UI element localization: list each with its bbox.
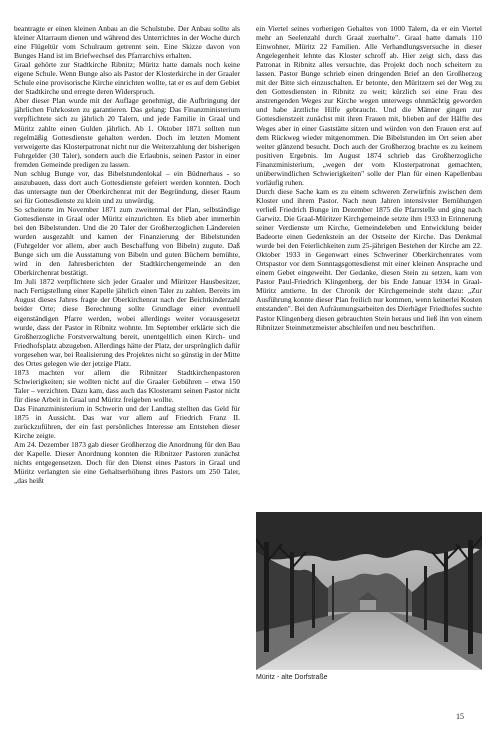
paragraph: ein Viertel seines vorherigen Gehaltes von 1000 Talern, da er ein Viertel mehr an Seelenzahl durch Graal zuerhalte". Graal hatte damals 110 Einwohner, Müritz 22 Familien. Alle Verhandlungsversuche in dieser Angelegenheit lehnte das Kloster schroff ab. Hier zeigt sich, dass das Patronat in Ribnitz alles versuchte, das Projekt doch noch scheitern zu lassen. Pastor Bunge schrieb einen dringenden Brief an den Großherzog mit der Bitte sich einzuschalten. Er betonte, den Müritzern sei der Weg zu den Gottesdiensten in Ribnitz zu weit; kürzlich sei eine Frau des anstrengenden Weges zur Kirche wegen unterwegs ohnmächtig geworden und habe ärztliche Hilfe gebraucht. Und die Männer gingen zur Gottesdienstzeit zunächst mit ihren Frauen mit, blieben auf der Hälfte des Weges aber in einer Gaststätte sitzen und würden von den Frauen erst auf dem Rückweg wieder mitgenommen. Die Bibelstunden im Ort seien aber weiter glänzend besucht. Doch auch der Großherzog brachte es zu keinem positiven Ergebnis. Im August 1874 schrieb das Großherzogliche Finanzministerium, „wegen der vom Klosterpatronat gemachten, unüberwindlichen Schwierigkeiten" solle der Plan für einen Kapellenbau vorläufig ruhen. [256,24,482,187]
paragraph: Das Finanzministerium in Schwerin und der Landtag stellten das Geld für 1875 in Aussicht. Das war vor allem auf Friedrich Franz II. zurückzuführen, der ein fast persönliches Interesse am Entstehen dieser Kirche zeigte. [14,403,240,441]
village-street-photo [256,512,482,670]
paragraph: Nun schlug Bunge vor, das Bibelstundenlokal – ein Büdnerhaus - so auszubauen, dass dort auch Gottesdienste gefeiert werden konnten. Doch das untersagte nun der Oberkirchenrat mit der Begründung, dieser Raum sei für Gottesdienste zu klein und zu unwürdig. [14,168,240,205]
paragraph: Durch diese Sache kam es zu einem schweren Zerwürfnis zwischen dem Kloster und ihrem Pastor. Nach neun Jahren intensivster Bemühungen verließ Friedrich Bunge im Dezember 1875 die Pfarrstelle und ging nach Garwitz. Die Graal-Müritzer Kirchgemeinde setzte ihm 1933 in Erinnerung seiner Verdienste um Kirche, Gemeindeleben und Entwicklung beider Badeorte einen Gedenkstein an der Ostseite der Kirche. Das Denkmal wurde bei den Feierlichkeiten zum 25-jährigen Bestehen der Kirche am 22. Oktober 1933 in Gegenwart eines Schweriner Oberkirchenrates vom Ortspastor vor dem Sonntagsgottesdienst mit einer kleinen Ansprache und einem Gebet eingeweiht. Der Gedanke, diesen Stein zu setzen, kam von Pastor Paul-Friedrich Klingenberg, der bis Ende Januar 1934 in Graal-Müritz amtierte. In der Chronik der Kirchgemeinde steht dazu: „Zur Ausführung konnte dieser Plan freilich nur kommen, wenn keinerlei Kosten entstanden". Bei den Aufräumungsarbeiten des Dierhäger Friedhofes suchte Pastor Klingenberg diesen gebrauchten Stein heraus und ließ ihn von einem Ribnitzer Steinmetzmeister abschleifen und neu beschriften. [256,186,482,332]
page-number: 15 [456,712,464,721]
village-street-photo-drawing [256,512,482,670]
text-column-right [256,24,482,332]
paragraph: Am 24. Dezember 1873 gab dieser Großherzog die Anordnung für den Bau der Kapelle. Dieser Anordnung konnten die Ribnitzer Pastoren zunächst nichts entgegensetzen. Doch für den Dienst eines Pastors in Graal und Müritz verlangten sie eine Gehaltserhöhung ihres Pastors um 250 Taler, „das heißt [14,440,240,486]
paragraph: Aber dieser Plan wurde mit der Auflage genehmigt, die Aufbringung der jährlichen Fuhrkosten zu garantieren. Das gelang: Das Finanzministerium verpflichtete sich zu jährlich 20 Talern, und jede Familie in Graal und Müritz zahlte einen Gulden jährlich. Ab 1. Oktober 1871 sollten nun regelmäßig Gottesdienste gehalten werden. Doch im letzten Moment verweigerte das Klosterpatronat nicht nur die Weiterzahlung der bisherigen Fuhrgelder (30 Taler), sondern auch die Erlaubnis, seinen Pastor in einer fremden Gemeinde predigen zu lassen. [14,96,240,169]
photo-caption: Müritz - alte Dorfstraße [256,674,328,681]
paragraph: Graal gehörte zur Stadtkirche Ribnitz; Müritz hatte damals noch keine eigene Schule. Wenn Bunge also als Pastor der Klosterkirche in der Graaler Schule eine provisorische Kirche einrichten wollte, tat er es auf dem Gebiet der Stadtkirche und erregte deren Widerspruch. [14,60,240,97]
paragraph: 1873 machten vor allem die Ribnitzer Stadtkirchenpastoren Schwierigkeiten; sie wollten nicht auf die Graaler Gebühren – etwa 150 Taler – verzichten. Dazu kam, dass auch das Klosteramt seinen Pastor nicht für diese Arbeit in Graal und Müritz freigeben wollte. [14,367,240,404]
text-column-left [14,24,240,485]
paragraph: Im Juli 1872 verpflichtete sich jeder Graaler und Müritzer Hausbesitzer, nach Fertigstellung einer Kapelle jährlich einen Taler zu zahlen. Bereits im August dieses Jahres fragte der Oberkirchenrat nach der Beichtkinderzahl beider Orte; diese Berechnung sollte Grundlage einer eventuell eigenständigen Pfarre werden, wobei allerdings weiter vorausgesetzt wurde, dass der Pastor in Ribnitz wohnte. Im September erklärte sich die Großherzogliche Forstverwaltung bereit, unentgeltlich einen Kirch- und Friedhofsplatz abzugeben. Allerdings hätte der Platz, der ursprünglich dafür vorgesehen war, bei Realisierung des Projektes nicht so günstig in der Mitte des Ortes gelegen wie der jetzige Platz. [14,277,240,368]
paragraph: So scheiterte im November 1871 zum zweitenmal der Plan, selbständige Gottesdienste in Graal oder Müritz einzurichten. Es blieb aber immerhin bei den Bibelstunden. Und die 20 Taler der Großherzoglichen Ländereien wurden ausgezahlt und kamen der Finanzierung der Bibelstunden (Fuhrgelder vor allem, aber auch Beschaffung von Bibeln) zugute. Daß Bunge sich um die Ausstattung von Bibeln und guten Büchern bemühte, wird in den Jahresberichten der Stadtkirchengemeinde an den Oberkirchenrat bestätigt. [14,204,240,278]
paragraph: beantragte er einen kleinen Anbau an die Schulstube. Der Anbau sollte als kleiner Altarraum dienen und während des Unterrichtes in der Woche durch eine Flügeltür vom Schulraum getrennt sein. Eine Skizze davon von Bunges Hand ist im Briefwechsel des Pfarrarchivs erhalten. [14,24,240,61]
